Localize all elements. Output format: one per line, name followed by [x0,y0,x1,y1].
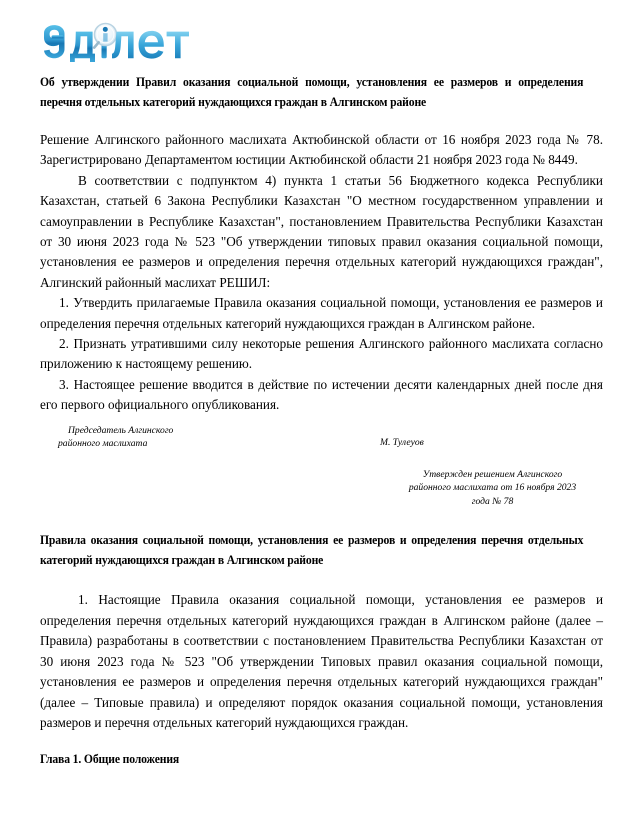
approval-line-2: районного маслихата от 16 ноября 2023 [408,482,577,494]
magnifier-icon [94,24,116,48]
rules-title-line-1: Правила оказания социальной помощи, установления ее размеров и определения перечня [40,533,524,548]
registration-paragraph: Решение Алгинского районного маслихата Актюбинской области от 16 ноября 2023 года № 78. Зарегистрировано Департаментом юстиции Актюбинской области 21 ноября 2023 года № 8449. [40,132,603,168]
rules-title-line-2: отдельных категорий нуждающихся граждан в Алгинском районе [40,533,584,568]
rules-paragraph-1: 1. Настоящие Правила оказания социальной помощи, установления ее размеров и определения перечня отдельных категорий нуждающихся граждан в Алгинском районе (далее – Правила) разработаны в соответствии с постановлением Правительства Республики Казахстан от 30 июня 2023 года № 523 "Об утверждении Типовых правил оказания социальной помощи, установления ее размеров и определения перечня отдельных категорий нуждающихся граждан" (далее – Типовые правила) и определяют порядок оказания социальной помощи, установления размеров и перечня отдельных категорий нуждающихся граждан. [40,592,603,730]
signatory-name: М. Тулеуов [380,436,424,448]
signatory-role-line-2: районного маслихата [58,438,148,450]
document-title-line-2: определения перечня отдельных категорий нуждающихся граждан в Алгинском районе [40,75,584,109]
spacer [40,112,603,130]
document-title [40,72,583,112]
spacer [40,416,603,424]
resolution-item-1: 1. Утвердить прилагаемые Правила оказания социальной помощи, установления ее размеров и определения перечня отдельных категорий нуждающихся граждан в Алгинском районе. [40,295,603,331]
spacer [40,508,603,530]
approval-line-1: Утвержден решением Алгинского [422,468,563,480]
chapter-heading: Глава 1. Общие положения [40,752,180,767]
rules-title [40,530,583,570]
signatory-role-line-1: Председатель Алгинского [68,424,174,436]
approval-line-3: года № 78 [471,495,514,507]
spacer [40,570,603,590]
spacer [40,733,603,749]
resolution-item-2: 2. Признать утратившими силу некоторые решения Алгинского районного маслихата согласно приложению к настоящему решению. [40,336,603,372]
signature-block [40,424,603,456]
signatory-role [58,424,278,451]
document-title-line-1: Об утверждении Правил оказания социальной помощи, установления ее размеров и [40,75,512,89]
adilet-logo-icon[interactable] [40,22,190,62]
resolution-item-3: 3. Настоящее решение вводится в действие по истечении десяти календарных дней после дня его первого официального опубликования. [40,376,603,413]
site-logo[interactable] [40,0,603,62]
approval-block [370,468,615,509]
preamble-paragraph: В соответствии с подпунктом 4) пункта 1 статьи 56 Бюджетного кодекса Республики Казахстан, статьей 6 Закона Республики Казахстан "О местном государственном управлении и самоуправлении в Республике Казахстан", постановлением Правительства Республики Казахстан от 30 июня 2023 года № 523 "Об утверждении типовых правил оказания социальной помощи, установления ее размеров и определения перечня отдельных категорий нуждающихся граждан", Алгинский районный маслихат РЕШИЛ: [40,172,603,290]
